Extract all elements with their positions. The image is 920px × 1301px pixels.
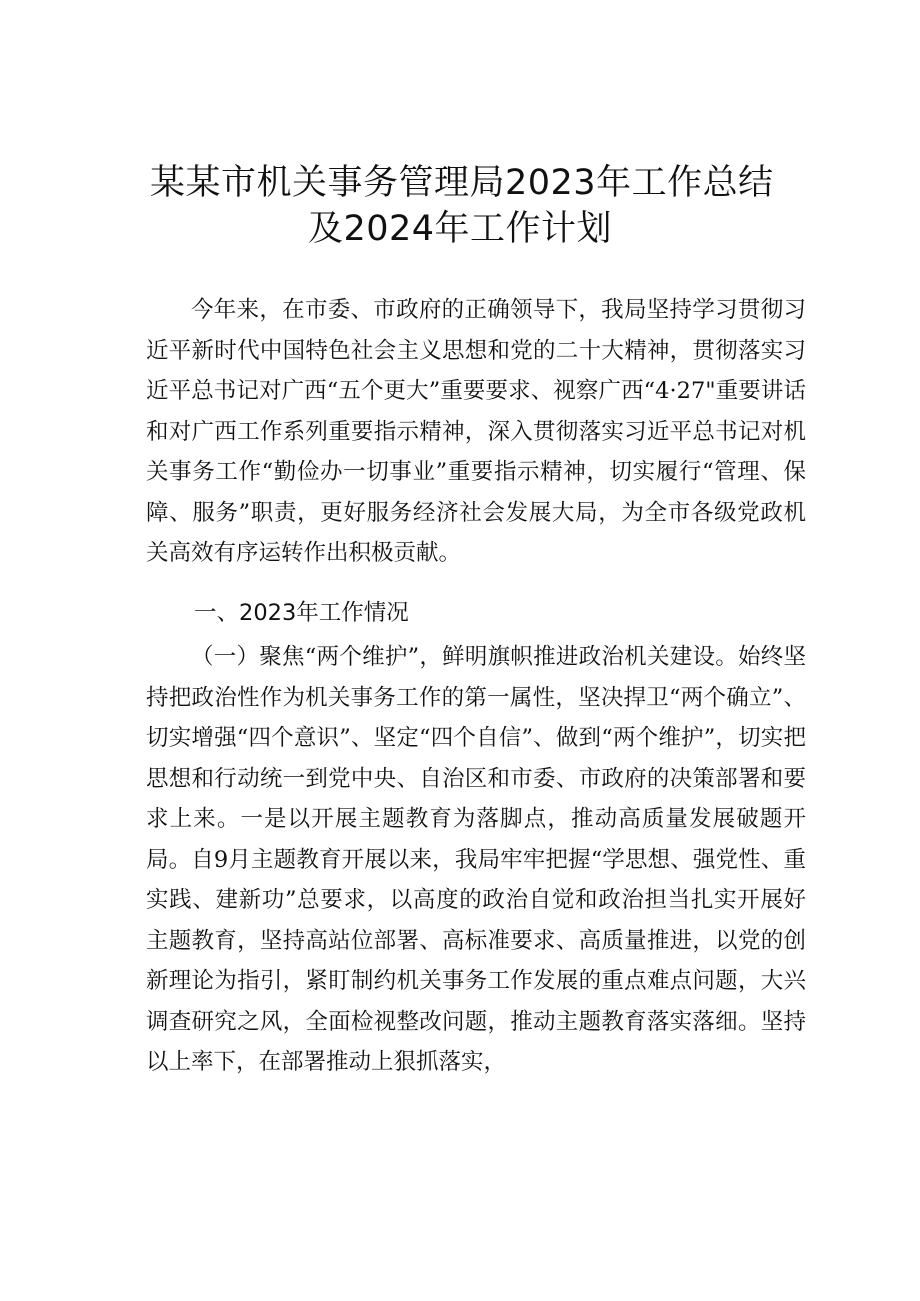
- document-title: [150, 160, 774, 252]
- intro-paragraph: 今年来，在市委、市政府的正确领导下，我局坚持学习贯彻习近平新时代中国特色社会主义思想和党的二十大精神，贯彻落实习近平总书记对广西“五个更大”重要要求、视察广西“4·27"重要讲话和对广西工作系列重要指示精神，深入贯彻落实习近平总书记对机关事务工作“勤俭办一切事业”重要指示精神，切实履行“管理、保障、服务”职责，更好服务经济社会发展大局，为全市各级党政机关高效有序运转作出积极贡献。: [146, 297, 806, 566]
- section-heading: 一、2023年工作情况: [194, 600, 409, 626]
- section-paragraph: （一）聚焦“两个维护”，鲜明旗帜推进政治机关建设。始终坚持把政治性作为机关事务工作的第一属性，坚决捍卫“两个确立”、切实增强“四个意识”、坚定“四个自信”、做到“两个维护”，切实把思想和行动统一到党中央、自治区和市委、市政府的决策部署和要求上来。一是以开展主题教育为落脚点，推动高质量发展破题开局。自9月主题教育开展以来，我局牢牢把握“学思想、强党性、重实践、建新功”总要求，以高度的政治自觉和政治担当扎实开展好主题教育，坚持高站位部署、高标准要求、高质量推进，以党的创新理论为指引，紧盯制约机关事务工作发展的重点难点问题，大兴调查研究之风，全面检视整改问题，推动主题教育落实落细。坚持以上率下，在部署推动上狠抓落实，: [146, 644, 806, 1075]
- document-title-line-2: 及2024年工作计划: [307, 209, 613, 249]
- document-title-line-1: 某某市机关事务管理局2023年工作总结: [150, 163, 774, 203]
